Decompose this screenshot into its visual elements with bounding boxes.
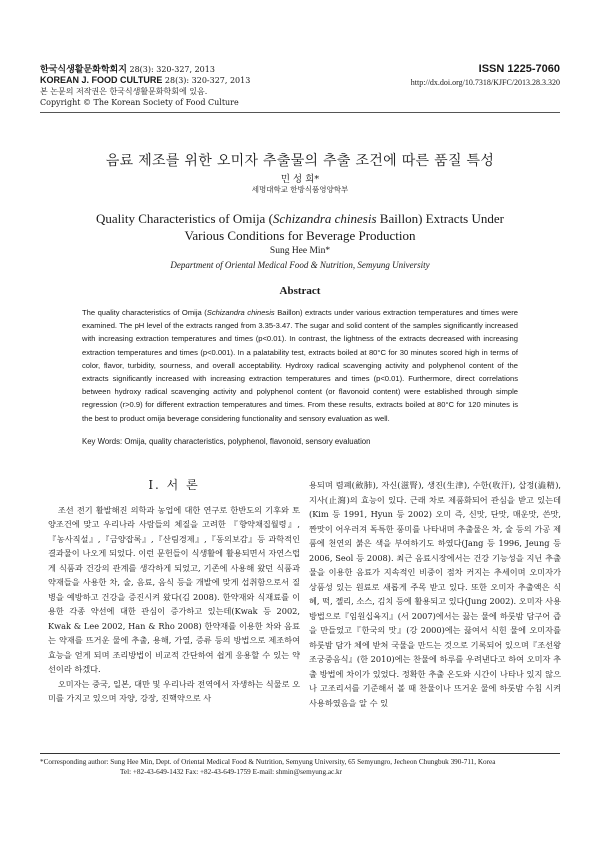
footnote-line-2: Tel: +82-43-649-1432 Fax: +82-43-649-1759 E-mail: shmin@semyung.ac.kr [120,768,343,776]
journal-name-ko: 한국식생활문화학회지 [40,64,127,74]
abstract-species: Schizandra chinesis [206,308,275,317]
footnote-line-1: *Corresponding author: Sung Hee Min, Dept. of Oriental Medical Food & Nutrition, Semyung University, 65 Semyungro, Jecheon Chungbuk 390-711, Korea [40,758,496,766]
keywords-label: Key Words: [82,437,123,446]
journal-name-en: KOREAN J. FOOD CULTURE [40,75,163,85]
footnote-divider [40,753,560,754]
intro-paragraph-2-continued: 용되며 렴폐(斂肺), 자신(滋腎), 생진(生津), 수한(收汗), 삽정(澁精), 지사(止瀉)의 효능이 있다. 근래 차로 제품화되어 관심을 받고 있는데(Kim 등 1991, Hyun 등 2002) 오미 즉, 신맛, 단맛, 매운맛, 쓴맛, 짠맛이 어우러져 독특한 풍미를 나타내며 추출물은 차, 술 등의 가공 제품에 천연의 붉은 색을 부여하기도 하였다(Jang 등 1996, Jeung 등 2006, Seol 등 2008). 최근 음료시장에서는 건강 기능성을 지닌 추출물을 이용한 음료가 지속적인 비중이 점차 커지는 추세이며 오미자가 상품성 있는 원료로 새롭게 주목 받고 있다. 또한 오미자 추출액은 식혜, 떡, 젤리, 소스, 김치 등에 활용되고 있다(Jung 2002). 오미자 사용 방법으로『임원십육지』(서 2007)에서는 끓는 물에 하룻밤 담구어 즙을 만들었고『한국의 맛』(강 2000)에는 끓여서 식힌 물에 오미자를 하룻밤 담가 체에 받쳐 국물을 만드는 것으로 기록되어 있으며『조선왕조궁중음식』(한 2010)에는 찬물에 하루를 우려낸다고 하여 오미자 추출 방법에 차이가 있었다. 정확한 추출 온도와 시간이 나타나 있지 않으나 고조리서를 기준해서 볼 때 찬물이나 뜨거운 물에 하룻밤 수침 시켜 사용하였음을 알 수 있 [309,480,561,708]
corresponding-author-footnote [40,757,560,777]
affiliation-korean: 세명대학교 한방식품영양학부 [251,185,349,194]
title-english-part1: Quality Characteristics of Omija ( [96,211,273,226]
intro-paragraph-1: 조선 전기 활발해진 의학과 농업에 대한 연구로 한반도의 기후와 토양조건에 맞고 우리나라 사람들의 체질을 고려한 『향약채집월령』,『농사직설』,『금양잡록』,『산림경제』,『동의보감』등 과학적인 결과물이 나오게 되었다. 이런 문헌들이 식생활에 활용되면서 자연스럽게 식품과 건강의 관계를 생각하게 되었고, 기존에 사용해 왔던 식품과 약재들을 사용한 차, 술, 음료, 음식 등을 개발에 맞게 섭취함으로서 질병을 예방하고 건강을 증진시켜 왔다(김 2008). 한약재와 식재료를 이용한 각종 약선에 대한 관심이 증가하고 있는데(Kwak 등 2002, Kwak & Lee 2002, Han & Rho 2008) 한약재를 이용한 차와 음료는 약재를 뜨거운 물에 추출, 용해, 가열, 증류 등의 방법으로 제조하여 효능을 얻게 되며 조리방법이 비교적 간단하여 쉽게 응용할 수 있는 약선이라 하겠다. [48,504,300,674]
journal-volume-en: 28(3): 320-327, 2013 [164,76,251,85]
copyright: Copyright © The Korean Society of Food Culture [40,98,239,107]
header-divider [40,112,560,113]
journal-en-line [40,75,360,86]
abstract-part2: Baillon) extracts under various extraction temperatures and times were examined. The pH level of the extracts ranged from 3.35-3.47. The sugar and solid content of the samples significantly increased with increasing extraction temperatures and times (p<0.01). In contrast, the lightness of the extracts decreased with increasing extraction temperatures and times (p<0.001). In a palatability test, extracts boiled at 80°C for 30 minutes scored high in terms of color, flavor, turbidity, sourness, and overall acceptability. Hydroxy radical scavenging activity and polyphenol content of the extracts significantly increased with increasing extraction temperatures and times (p<0.01). Furthermore, direct correlations between hydroxy radical scavenging activity and polyphenol content (or flavonoid content) were established through simple regression (r>0.9) for different extraction temperatures and times. From these results, extracts boiled at 80°C for 120 minutes is the best to product omija beverage considering functionality and sensory evaluation as well. [82,308,518,423]
body-column-right [309,478,561,710]
keywords-list: Omija, quality characteristics, polyphenol, flavonoid, sensory evaluation [122,437,371,446]
title-english-part3: Various Conditions for Beverage Production [184,228,416,243]
section-title-introduction: I. 서 론 [148,478,200,492]
intro-paragraph-2: 오미자는 중국, 일본, 대만 및 우리나라 전역에서 자생하는 식물로 오미를 가지고 있으며 자양, 강장, 진핵약으로 사 [48,678,301,703]
journal-header [40,64,360,108]
abstract-part1: The quality characteristics of Omija ( [82,308,207,317]
journal-volume-ko: 28(3): 320-327, 2013 [129,65,215,74]
body-column-left [48,478,300,706]
journal-ko-line [40,64,360,75]
title-english-part2: Baillon) Extracts Under [376,211,504,226]
copyright-note: 본 논문의 저작권은 한국식생활문화학회에 있음. [40,87,208,96]
author-korean: 민 성 희* [280,174,320,185]
doi-link[interactable]: http://dx.doi.org/10.7318/KJFC/2013.28.3.320 [410,78,560,87]
abstract-body [82,306,518,425]
keywords [82,437,518,446]
title-korean: 음료 제조를 위한 오미자 추출물의 추출 조건에 따른 품질 특성 [105,153,495,169]
issn: ISSN 1225-7060 [478,63,560,75]
affiliation-english: Department of Oriental Medical Food & Nutrition, Semyung University [170,260,430,270]
title-english [40,210,560,244]
issn-block [411,64,560,88]
author-english: Sung Hee Min* [269,246,331,256]
abstract-heading: Abstract [279,285,321,297]
title-english-species: Schizandra chinesis [272,211,377,226]
